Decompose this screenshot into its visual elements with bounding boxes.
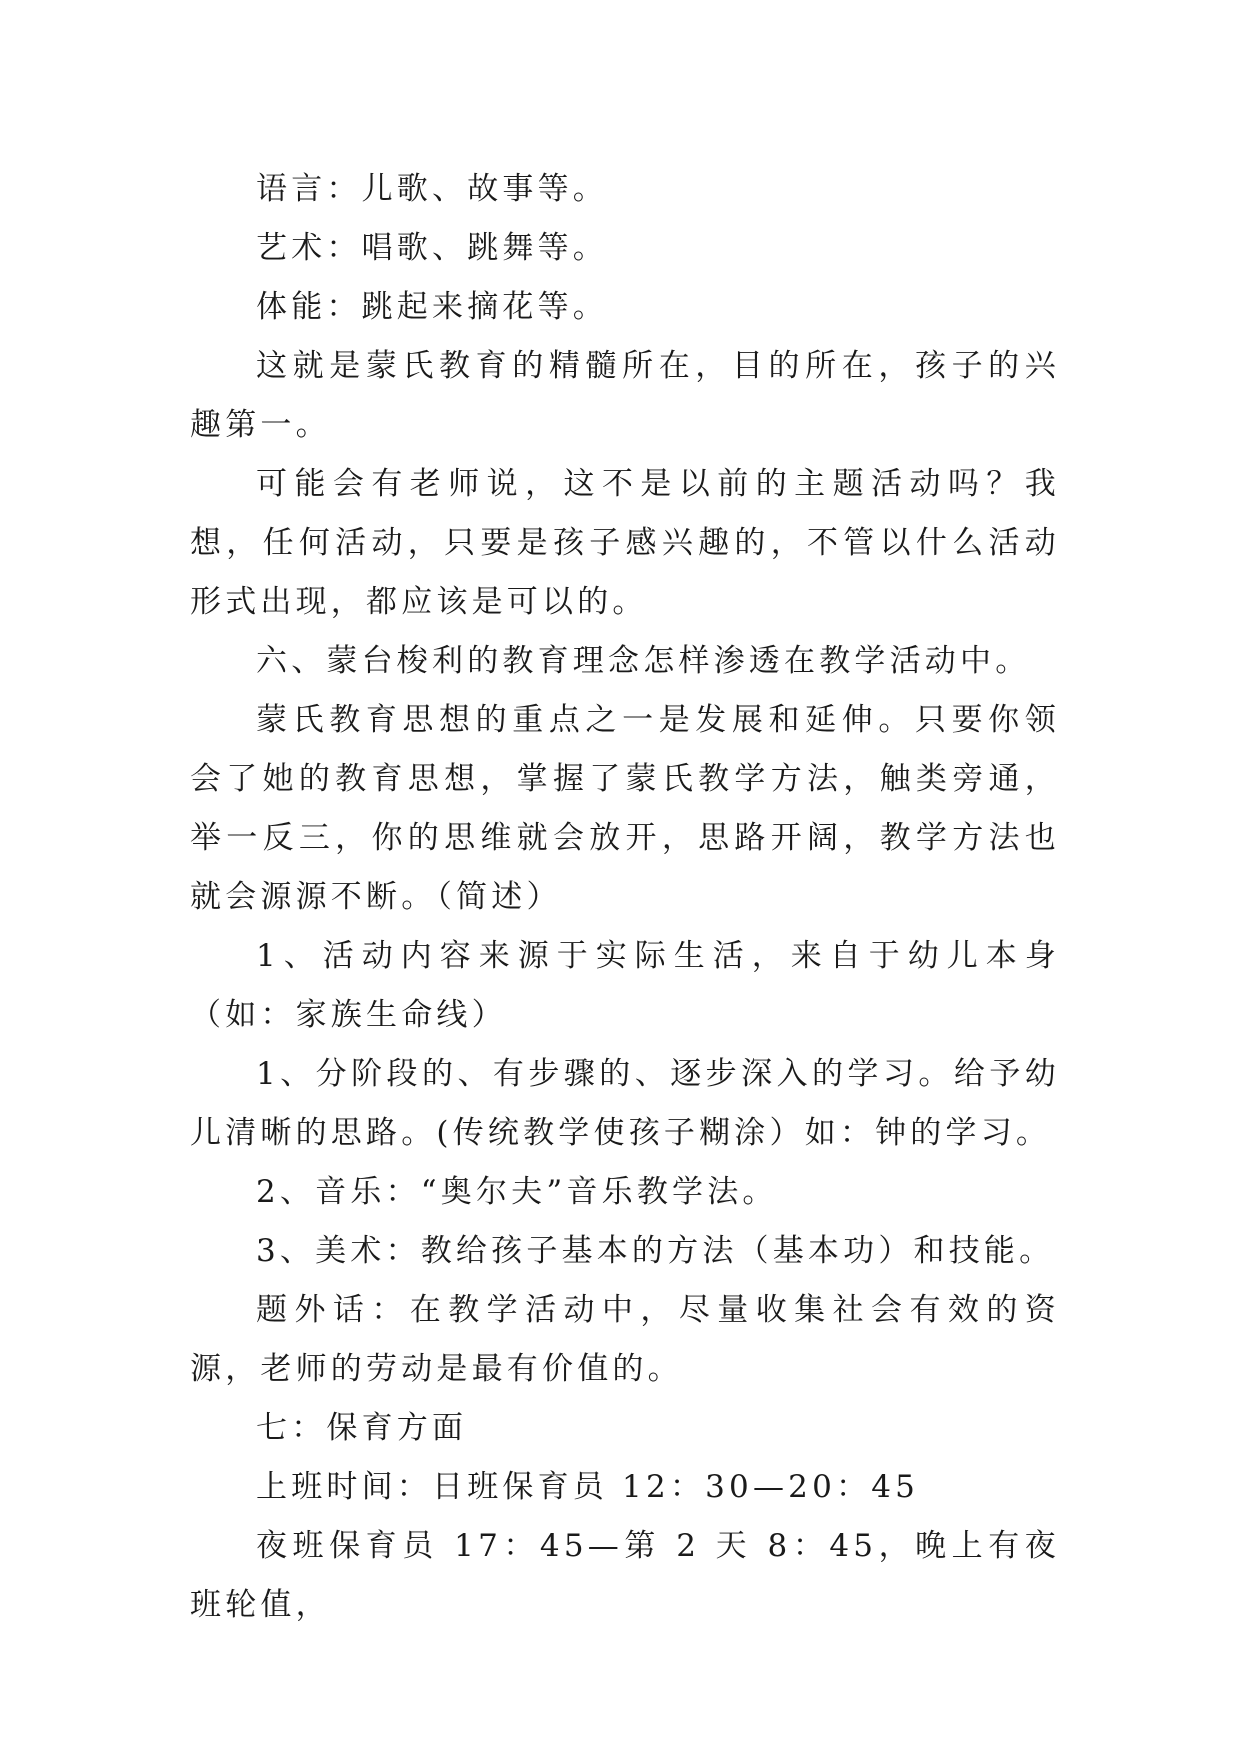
- paragraph-aside: 题外话：在教学活动中，尽量收集社会有效的资源，老师的劳动是最有价值的。: [190, 1292, 1060, 1387]
- list-item-music: 2、音乐：“奥尔夫”音乐教学法。: [256, 1174, 778, 1210]
- paragraph-night-shift: 夜班保育员 17：45—第 2 天 8：45，晚上有夜班轮值，: [190, 1528, 1060, 1623]
- paragraph-extension: 蒙氏教育思想的重点之一是发展和延伸。只要你领会了她的教育思想，掌握了蒙氏教学方法，触类旁通，举一反三，你的思维就会放开，思路开阔，教学方法也就会源源不断。（简述）: [190, 702, 1060, 915]
- paragraph-day-shift: 上班时间：日班保育员 12：30—20：45: [256, 1469, 920, 1505]
- paragraph-essence: 这就是蒙氏教育的精髓所在，目的所在，孩子的兴趣第一。: [190, 348, 1060, 443]
- document-body: [190, 160, 1060, 1635]
- list-item-stages: 1、分阶段的、有步骤的、逐步深入的学习。给予幼儿清晰的思路。(传统教学使孩子糊涂）如：钟的学习。: [190, 1056, 1060, 1151]
- paragraph-language: 语言：儿歌、故事等。: [256, 171, 608, 207]
- paragraph-theme-activity: 可能会有老师说，这不是以前的主题活动吗？我想，任何活动，只要是孩子感兴趣的，不管以什么活动形式出现，都应该是可以的。: [190, 466, 1060, 620]
- list-item-fine-art: 3、美术：教给孩子基本的方法（基本功）和技能。: [256, 1233, 1055, 1269]
- paragraph-physical: 体能：跳起来摘花等。: [256, 289, 608, 325]
- section-heading-seven: 七：保育方面: [256, 1410, 468, 1446]
- paragraph-art: 艺术：唱歌、跳舞等。: [256, 230, 608, 266]
- section-heading-six: 六、蒙台梭利的教育理念怎样渗透在教学活动中。: [256, 643, 1031, 679]
- list-item-real-life: 1、活动内容来源于实际生活，来自于幼儿本身（如：家族生命线）: [190, 938, 1060, 1033]
